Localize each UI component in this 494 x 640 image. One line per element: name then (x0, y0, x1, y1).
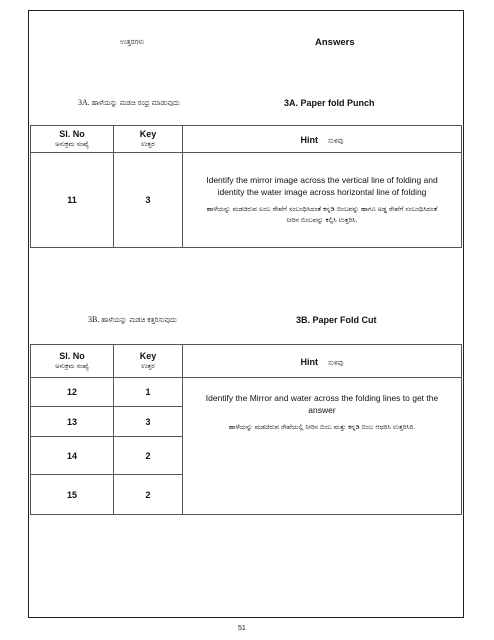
section-a-prefix: 3A. (78, 98, 90, 107)
cell-sl: 13 (31, 407, 114, 437)
header-kannada: ಉತ್ತರಗಳು (120, 38, 145, 46)
cell-key: 1 (114, 378, 183, 407)
hint-english: Identify the mirror image across the vertical line of folding and identity the water image across horizontal line of folding (206, 175, 438, 197)
col-slno-header: Sl. No ಅನುಕ್ರಮ ಸಂಖ್ಯೆ (31, 126, 114, 153)
col-key-header: Key ಉತ್ತರ (114, 126, 183, 153)
section-a-kannada-title (78, 98, 180, 108)
section-a-kannada-text: ಹಾಳೆಯನ್ನು ಮಡಚಿ ರಂಧ್ರ ಮಾಡುವುದು (91, 99, 180, 107)
cell-hint (183, 153, 462, 248)
hint-english: Identify the Mirror and water across the folding lines to get the answer (205, 393, 439, 415)
col-key-header: Key ಉತ್ತರ (114, 345, 183, 378)
cell-sl: 12 (31, 378, 114, 407)
section-b-kannada-title (88, 315, 177, 325)
table-header-row (31, 345, 462, 378)
table-header-row (31, 126, 462, 153)
header-english: Answers (315, 37, 355, 48)
section-b-kannada-text: ಹಾಳೆಯನ್ನು ಮಡಚಿ ಕತ್ತರಿಸುವುದು (101, 316, 177, 324)
section-b-prefix: 3B. (88, 315, 100, 324)
cell-key: 3 (114, 407, 183, 437)
section-b-english-title: 3B. Paper Fold Cut (296, 315, 377, 325)
table-row (31, 378, 462, 407)
hint-kannada: ಹಾಳೆಯನ್ನು ಮಡಚಿರುವ ರೇಖೆಯಲ್ಲಿ ನೀರಿನ ಬಿಂಬ ಮತ್ತು ಕನ್ನಡಿ ಬಿಂಬ ಆಧರಿಸಿ ಉತ್ತರಿಸಿರಿ. (228, 423, 416, 431)
page-number: 51 (238, 625, 246, 632)
section-a-table (30, 125, 462, 248)
table-row (31, 153, 462, 248)
cell-sl: 11 (31, 153, 114, 248)
col-hint-header: Hint ಸುಳಿವು (183, 126, 462, 153)
cell-sl: 15 (31, 475, 114, 515)
cell-key: 3 (114, 153, 183, 248)
col-hint-header: Hint ಸುಳಿವು (183, 345, 462, 378)
cell-hint (183, 378, 462, 515)
cell-key: 2 (114, 475, 183, 515)
section-b-table (30, 344, 462, 515)
section-a-english-title: 3A. Paper fold Punch (284, 98, 375, 108)
cell-key: 2 (114, 437, 183, 475)
hint-kannada: ಹಾಳೆಯನ್ನು ಮಡಚಿರುವ ಲಂಬ ರೇಖೆಗೆ ಸಂಬಂಧಿಸಿದಂತೆ ಕನ್ನಡಿ ಬಿಂಬವನ್ನು ಹಾಗೂ ಅಡ್ಡ ರೇಖೆಗೆ ಸಂಬಂಧಿಸಿದಂತೆ ನೀರಿನ ಬಿಂಬವನ್ನು ಕಲ್ಪಿಸಿ ಉತ್ತರಿಸಿ. (206, 205, 438, 224)
cell-sl: 14 (31, 437, 114, 475)
col-slno-header: Sl. No ಅನುಕ್ರಮ ಸಂಖ್ಯೆ (31, 345, 114, 378)
